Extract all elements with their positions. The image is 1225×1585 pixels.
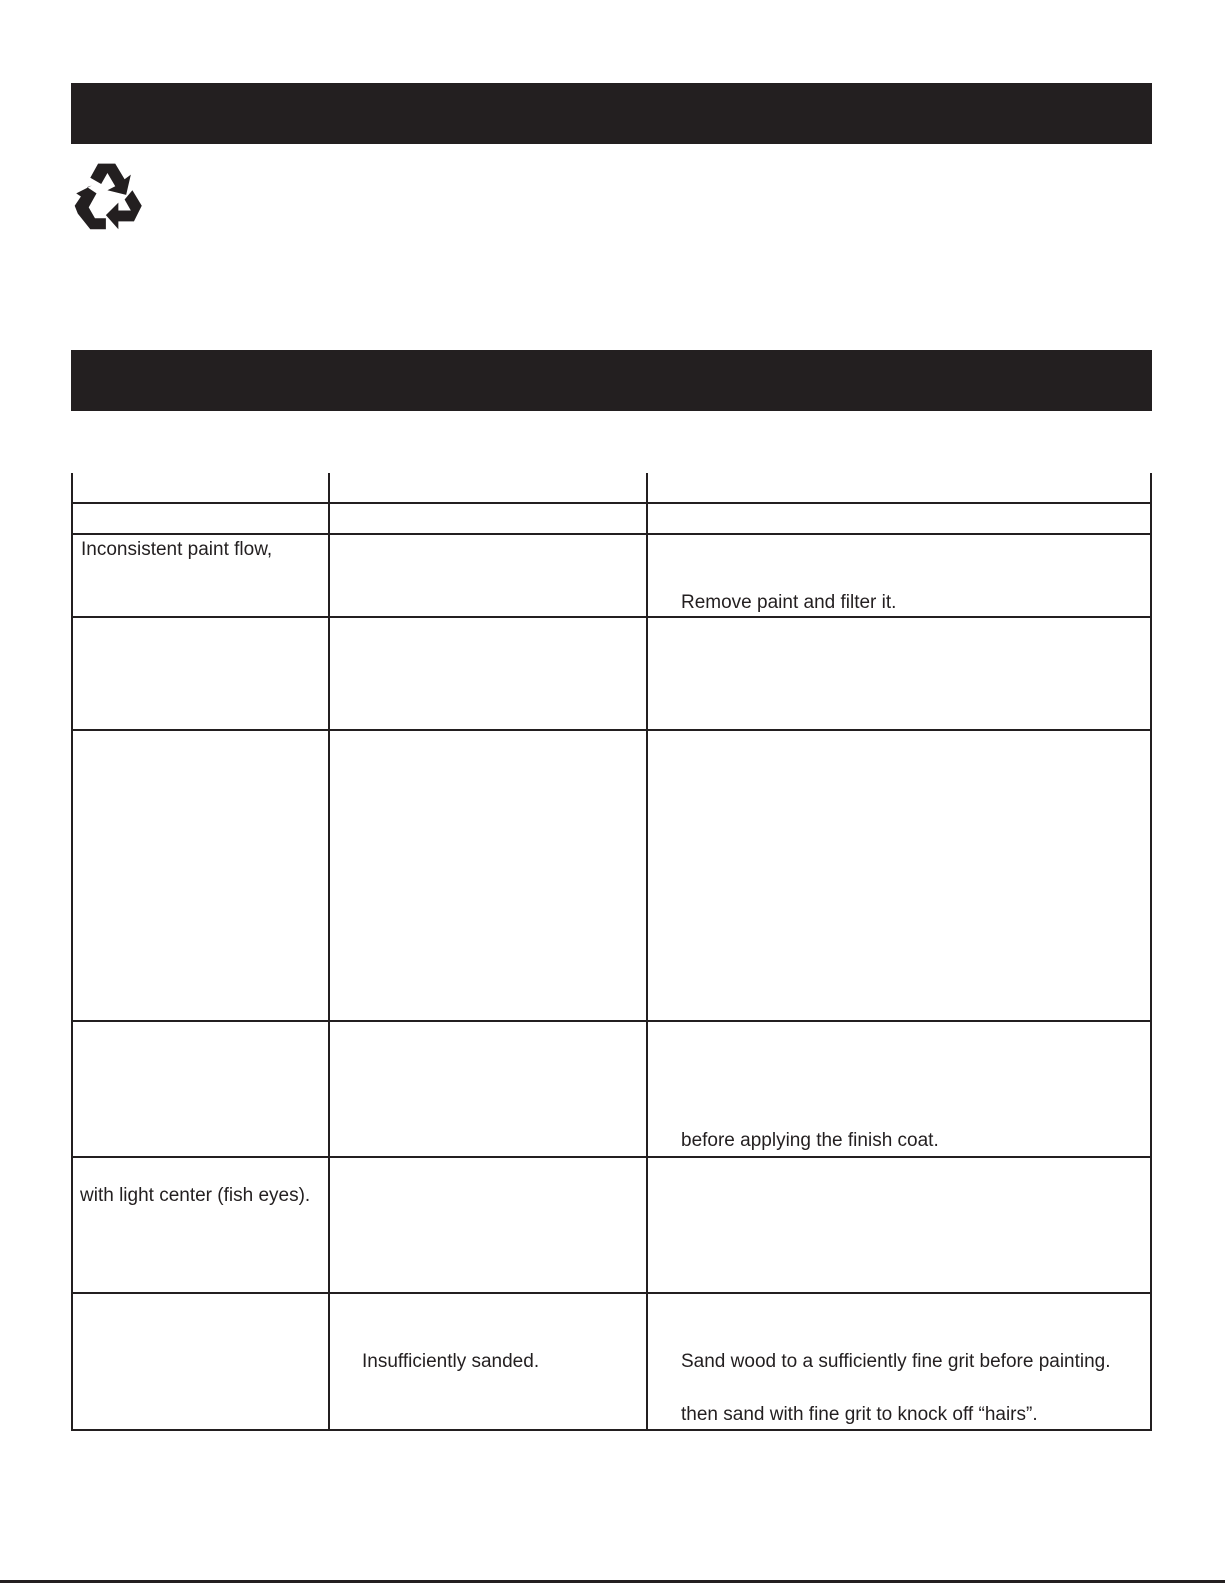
page-bottom-rule [0, 1580, 1225, 1583]
table-row-divider [71, 1292, 1152, 1294]
table-row-divider [71, 616, 1152, 618]
table-row-divider [71, 533, 1152, 535]
problem-cell: with light center (fish eyes). [80, 1185, 311, 1206]
cause-cell: Insufficiently sanded. [362, 1351, 540, 1372]
table-row-divider [71, 1156, 1152, 1158]
recycle-icon [70, 158, 148, 238]
section-header-bar [71, 83, 1152, 144]
solution-cell: Remove paint and filter it. [681, 592, 897, 613]
troubleshooting-header-bar [71, 350, 1152, 411]
table-row-divider [71, 729, 1152, 731]
problem-cell: Inconsistent paint flow, [81, 539, 273, 560]
table-row-divider [71, 502, 1152, 504]
table-row-divider [71, 1020, 1152, 1022]
solution-cell: then sand with fine grit to knock off “hairs”. [681, 1404, 1038, 1425]
solution-cell: Sand wood to a sufficiently fine grit before painting. [681, 1351, 1111, 1372]
table-border-bottom [71, 1429, 1152, 1431]
solution-cell: before applying the finish coat. [681, 1130, 939, 1151]
